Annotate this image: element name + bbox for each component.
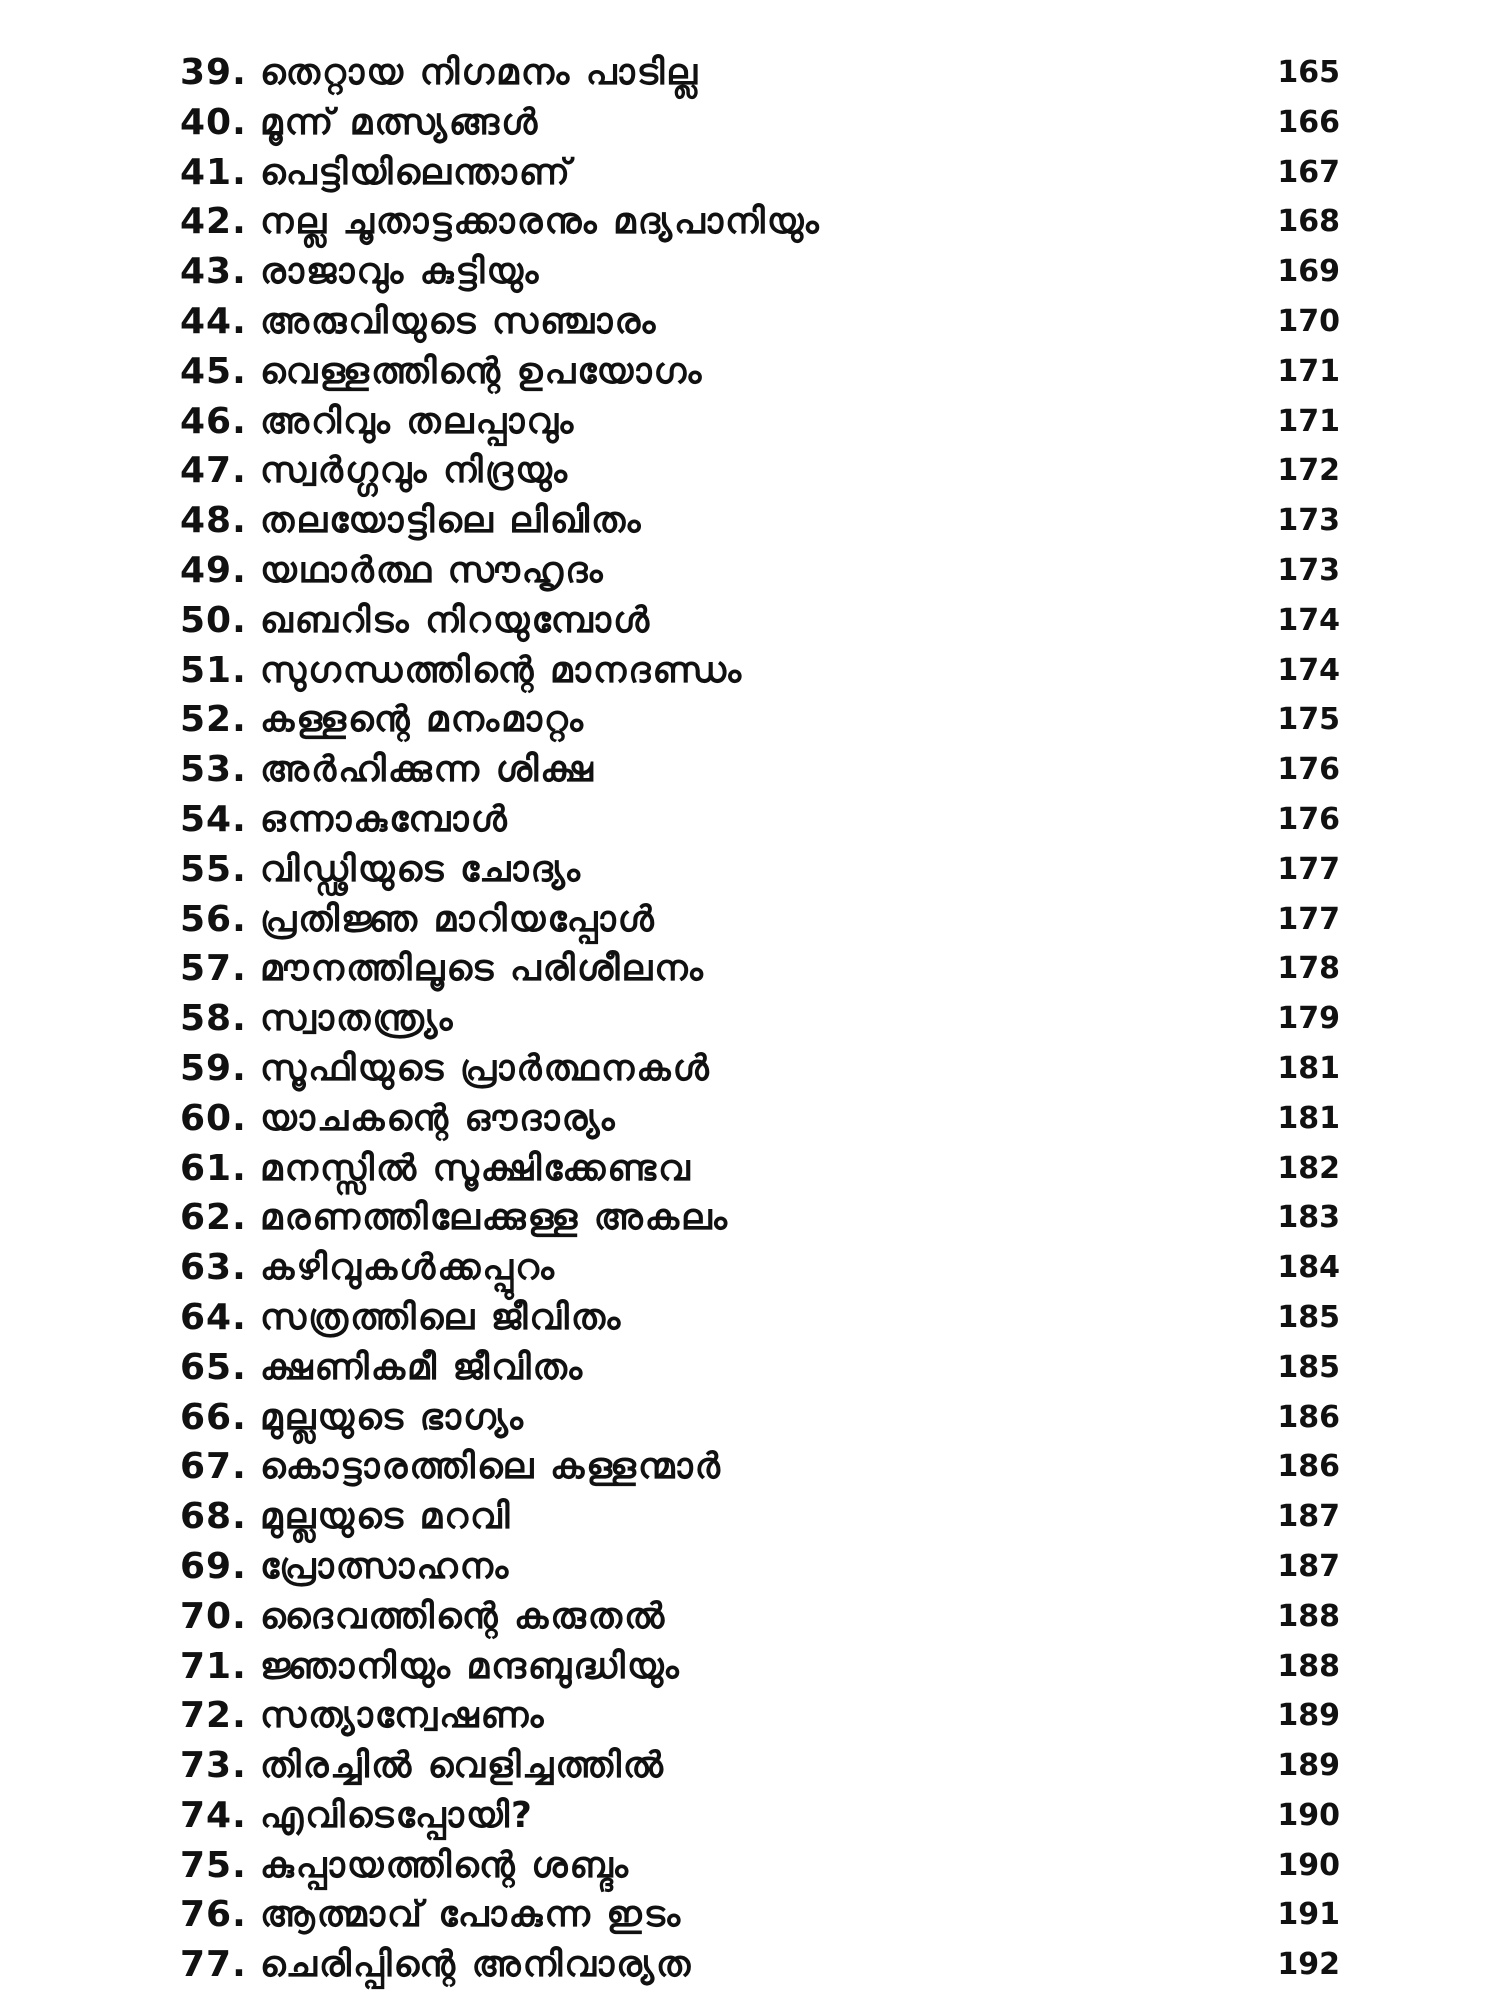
toc-entry-title: ജ്ഞാനിയും മന്ദബുദ്ധിയും xyxy=(260,1645,681,1687)
toc-entry xyxy=(180,1393,1340,1443)
toc-entry xyxy=(180,1044,1340,1094)
toc-entry xyxy=(180,1791,1340,1841)
toc-entry-number: 45. xyxy=(180,350,247,392)
toc-entry-title: അരുവിയുടെ സഞ്ചാരം xyxy=(260,300,658,342)
toc-entry xyxy=(180,546,1340,596)
toc-entry-page-number: 176 xyxy=(1277,752,1340,788)
toc-entry-title: ദൈവത്തിന്റെ കരുതൽ xyxy=(260,1595,667,1637)
toc-entry-title: മുല്ലയുടെ ഭാഗ്യം xyxy=(260,1396,525,1438)
toc-entry-number: 67. xyxy=(180,1446,247,1488)
toc-entry-page-number: 176 xyxy=(1277,801,1340,837)
toc-entry xyxy=(180,1940,1340,1990)
toc-entry-number: 51. xyxy=(180,649,247,691)
toc-entry-number: 68. xyxy=(180,1496,247,1538)
toc-entry-number: 50. xyxy=(180,599,247,641)
toc-entry-number: 41. xyxy=(180,151,247,193)
toc-entry xyxy=(180,944,1340,994)
toc-entry-title: കുപ്പായത്തിന്റെ ശബ്ദം xyxy=(260,1844,630,1886)
toc-entry-number: 65. xyxy=(180,1346,247,1388)
toc-entry-page-number: 173 xyxy=(1277,552,1340,588)
toc-entry-number: 39. xyxy=(180,52,247,93)
toc-entry-number: 53. xyxy=(180,749,247,791)
toc-entry-page-number: 187 xyxy=(1277,1499,1340,1535)
toc-entry xyxy=(180,646,1340,696)
toc-entry-title: തെറ്റായ നിഗമനം പാടില്ല xyxy=(260,52,700,93)
toc-entry-number: 70. xyxy=(180,1595,247,1637)
toc-entry-number: 54. xyxy=(180,798,247,840)
toc-entry-page-number: 165 xyxy=(1277,55,1340,90)
toc-entry-title: സത്യാന്വേഷണം xyxy=(260,1695,546,1737)
toc-entry xyxy=(180,347,1340,397)
toc-entry-page-number: 187 xyxy=(1277,1548,1340,1584)
toc-entry-number: 43. xyxy=(180,251,247,293)
toc-entry-number: 40. xyxy=(180,101,247,143)
toc-entry-title: നല്ല ചൂതാട്ടക്കാരനും മദ്യപാനിയും xyxy=(260,201,821,243)
toc-entry-title: സ്വാതന്ത്ര്യം xyxy=(260,998,455,1040)
toc-entry-title: സൂഫിയുടെ പ്രാർത്ഥനകൾ xyxy=(260,1047,711,1089)
toc-entry-title: മുല്ലയുടെ മറവി xyxy=(260,1496,512,1538)
toc-entry-page-number: 190 xyxy=(1277,1797,1340,1833)
toc-entry-number: 49. xyxy=(180,549,247,591)
toc-entry-page-number: 175 xyxy=(1277,702,1340,738)
toc-entry-number: 64. xyxy=(180,1296,247,1338)
toc-entry-title: സ്വർഗ്ഗവും നിദ്രയും xyxy=(260,450,569,492)
toc-entry xyxy=(180,297,1340,347)
toc-entry-page-number: 171 xyxy=(1277,353,1340,389)
toc-entry xyxy=(180,1890,1340,1940)
toc-entry-title: കൊട്ടാരത്തിലെ കള്ളന്മാർ xyxy=(260,1446,722,1488)
toc-entry-number: 44. xyxy=(180,300,247,342)
toc-entry-page-number: 167 xyxy=(1277,154,1340,190)
toc-entry-page-number: 189 xyxy=(1277,1748,1340,1784)
toc-entry-number: 57. xyxy=(180,948,247,990)
toc-entry-title: കള്ളന്റെ മനംമാറ്റം xyxy=(260,699,585,741)
toc-entry-number: 56. xyxy=(180,898,247,940)
toc-entry-title: യാചകന്റെ ഔദാര്യം xyxy=(260,1097,617,1139)
toc-entry xyxy=(180,247,1340,297)
toc-entry xyxy=(180,1293,1340,1343)
toc-entry xyxy=(180,1492,1340,1542)
toc-entry xyxy=(180,1193,1340,1243)
table-of-contents xyxy=(180,48,1340,1990)
toc-entry-number: 42. xyxy=(180,201,247,243)
toc-entry-number: 46. xyxy=(180,400,247,442)
toc-entry xyxy=(180,1741,1340,1791)
toc-entry-page-number: 177 xyxy=(1277,851,1340,887)
toc-entry xyxy=(180,1542,1340,1592)
toc-entry-number: 58. xyxy=(180,998,247,1040)
toc-entry-number: 69. xyxy=(180,1545,247,1587)
toc-entry-page-number: 188 xyxy=(1277,1648,1340,1684)
toc-entry-title: ചെരിപ്പിന്റെ അനിവാര്യത xyxy=(260,1944,693,1986)
toc-entry xyxy=(180,1691,1340,1741)
toc-entry xyxy=(180,1343,1340,1393)
toc-entry-title: മരണത്തിലേക്കുള്ള അകലം xyxy=(260,1197,729,1239)
toc-entry-number: 73. xyxy=(180,1745,247,1787)
toc-entry-number: 61. xyxy=(180,1147,247,1189)
toc-entry-page-number: 177 xyxy=(1277,901,1340,937)
toc-entry xyxy=(180,1144,1340,1194)
toc-entry xyxy=(180,148,1340,198)
toc-entry-page-number: 188 xyxy=(1277,1598,1340,1634)
toc-entry xyxy=(180,695,1340,745)
toc-entry-page-number: 181 xyxy=(1277,1100,1340,1136)
toc-entry-page-number: 174 xyxy=(1277,602,1340,638)
toc-entry-page-number: 172 xyxy=(1277,453,1340,489)
toc-entry-title: സത്രത്തിലെ ജീവിതം xyxy=(260,1296,623,1338)
toc-entry xyxy=(180,397,1340,447)
toc-entry-title: ഒന്നാകുമ്പോൾ xyxy=(260,798,509,840)
toc-entry-number: 52. xyxy=(180,699,247,741)
toc-entry-title: പ്രോത്സാഹനം xyxy=(260,1545,511,1587)
toc-entry xyxy=(180,795,1340,845)
toc-entry xyxy=(180,48,1340,98)
toc-entry xyxy=(180,845,1340,895)
toc-entry-title: വെള്ളത്തിന്റെ ഉപയോഗം xyxy=(260,350,704,392)
toc-entry-number: 60. xyxy=(180,1097,247,1139)
toc-entry xyxy=(180,1841,1340,1891)
toc-entry-page-number: 186 xyxy=(1277,1449,1340,1485)
toc-entry-page-number: 183 xyxy=(1277,1200,1340,1236)
toc-entry xyxy=(180,496,1340,546)
toc-entry-number: 47. xyxy=(180,450,247,492)
toc-entry-page-number: 179 xyxy=(1277,1001,1340,1037)
toc-entry-number: 59. xyxy=(180,1047,247,1089)
toc-entry-title: മൂന്ന് മത്സ്യങ്ങൾ xyxy=(260,101,540,143)
toc-entry-title: വിഡ്ഢിയുടെ ചോദ്യം xyxy=(260,848,582,890)
toc-entry-page-number: 170 xyxy=(1277,303,1340,339)
toc-entry xyxy=(180,1442,1340,1492)
toc-entry xyxy=(180,1243,1340,1293)
toc-entry-page-number: 178 xyxy=(1277,951,1340,987)
toc-entry-page-number: 185 xyxy=(1277,1299,1340,1335)
toc-entry-title: മൗനത്തിലൂടെ പരിശീലനം xyxy=(260,948,705,990)
toc-entry-title: പെട്ടിയിലെന്താണ് xyxy=(260,151,572,193)
toc-entry-page-number: 174 xyxy=(1277,652,1340,688)
toc-entry-number: 76. xyxy=(180,1894,247,1936)
toc-entry-number: 48. xyxy=(180,500,247,542)
toc-entry-title: അറിവും തലപ്പാവും xyxy=(260,400,576,442)
toc-entry-number: 62. xyxy=(180,1197,247,1239)
toc-entry-title: പ്രതിജ്ഞ മാറിയപ്പോൾ xyxy=(260,898,656,940)
toc-entry-page-number: 192 xyxy=(1277,1947,1340,1983)
toc-entry-page-number: 173 xyxy=(1277,503,1340,539)
toc-entry xyxy=(180,1094,1340,1144)
toc-entry-title: അർഹിക്കുന്ന ശിക്ഷ xyxy=(260,749,595,791)
toc-entry-page-number: 184 xyxy=(1277,1250,1340,1286)
toc-entry-page-number: 189 xyxy=(1277,1698,1340,1734)
toc-entry-title: രാജാവും കുട്ടിയും xyxy=(260,251,541,293)
toc-entry-page-number: 168 xyxy=(1277,204,1340,240)
toc-entry xyxy=(180,745,1340,795)
toc-entry xyxy=(180,446,1340,496)
toc-entry xyxy=(180,98,1340,148)
toc-entry-page-number: 166 xyxy=(1277,104,1340,140)
toc-entry-title: എവിടെപ്പോയി? xyxy=(260,1794,534,1836)
toc-entry-number: 77. xyxy=(180,1944,247,1986)
toc-entry-title: മനസ്സിൽ സൂക്ഷിക്കേണ്ടവ xyxy=(260,1147,692,1189)
toc-entry-number: 71. xyxy=(180,1645,247,1687)
toc-entry-title: ക്ഷണികമീ ജീവിതം xyxy=(260,1346,585,1388)
toc-entry-page-number: 185 xyxy=(1277,1349,1340,1385)
toc-entry-number: 66. xyxy=(180,1396,247,1438)
toc-entry xyxy=(180,895,1340,945)
toc-entry-number: 75. xyxy=(180,1844,247,1886)
toc-entry-page-number: 181 xyxy=(1277,1050,1340,1086)
toc-entry-title: യഥാർത്ഥ സൗഹൃദം xyxy=(260,549,605,591)
toc-entry xyxy=(180,197,1340,247)
toc-entry-page-number: 182 xyxy=(1277,1150,1340,1186)
toc-entry-title: തലയോട്ടിലെ ലിഖിതം xyxy=(260,500,643,542)
toc-entry xyxy=(180,1642,1340,1692)
toc-entry-number: 55. xyxy=(180,848,247,890)
toc-entry-page-number: 186 xyxy=(1277,1399,1340,1435)
toc-entry-page-number: 171 xyxy=(1277,403,1340,439)
toc-entry-title: ഖബറിടം നിറയുമ്പോൾ xyxy=(260,599,652,641)
toc-entry-title: കഴിവുകൾക്കപ്പുറം xyxy=(260,1247,557,1289)
toc-entry-number: 72. xyxy=(180,1695,247,1737)
toc-entry xyxy=(180,596,1340,646)
toc-entry-page-number: 190 xyxy=(1277,1847,1340,1883)
toc-entry-title: സുഗന്ധത്തിന്റെ മാനദണ്ഡം xyxy=(260,649,744,691)
toc-entry-number: 63. xyxy=(180,1247,247,1289)
toc-entry-page-number: 191 xyxy=(1277,1897,1340,1933)
toc-entry-page-number: 169 xyxy=(1277,254,1340,290)
toc-entry-title: ആത്മാവ് പോകുന്ന ഇടം xyxy=(260,1894,683,1936)
toc-entry-number: 74. xyxy=(180,1794,247,1836)
toc-entry-title: തിരച്ചിൽ വെളിച്ചത്തിൽ xyxy=(260,1745,666,1787)
toc-entry xyxy=(180,1592,1340,1642)
toc-entry xyxy=(180,994,1340,1044)
